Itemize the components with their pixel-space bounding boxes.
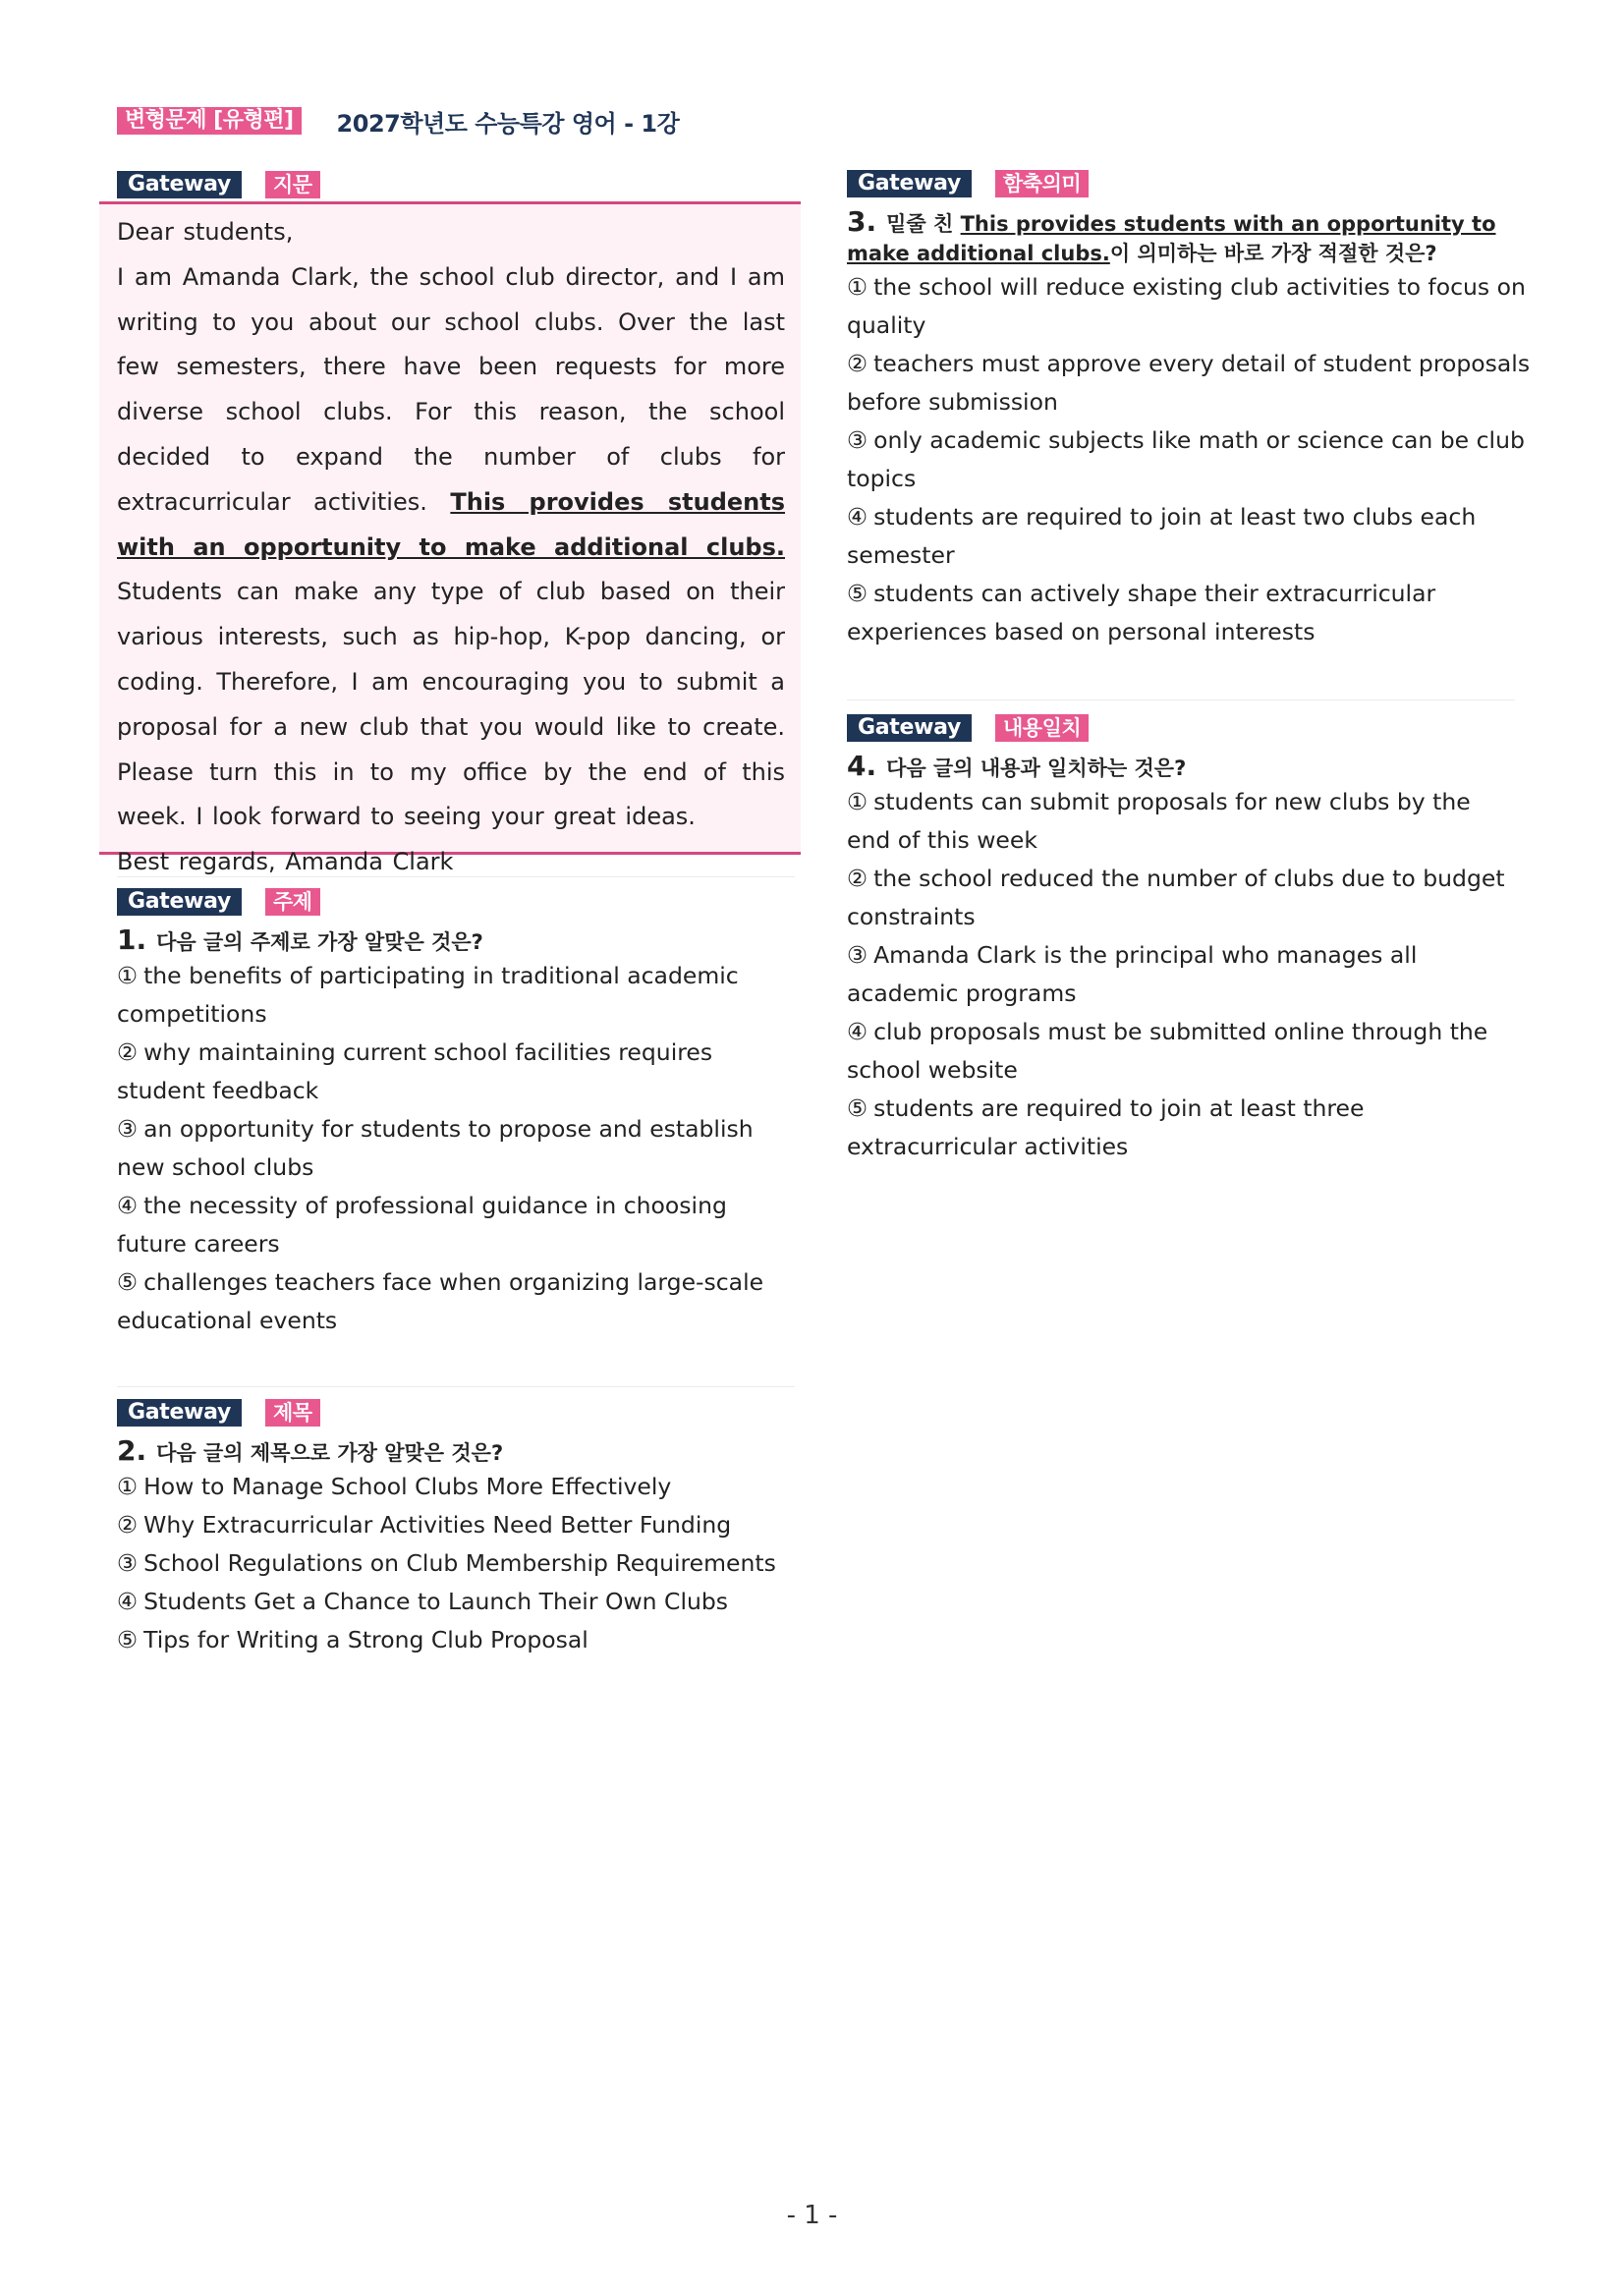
passage-label-row xyxy=(117,171,320,198)
option-mark: ④ xyxy=(117,1588,139,1615)
question-number: 2. xyxy=(117,1434,147,1467)
question-suffix: 이 의미하는 바로 가장 적절한 것은? xyxy=(1109,242,1437,265)
option-text: teachers must approve every detail of student proposals before submission xyxy=(847,350,1531,416)
passage-text xyxy=(117,210,785,885)
gateway-label: Gateway xyxy=(117,888,242,916)
option-text: School Regulations on Club Membership Requirements xyxy=(143,1549,776,1577)
option-text: the necessity of professional guidance in choosing future careers xyxy=(117,1192,727,1258)
answer-option[interactable] xyxy=(117,1110,765,1187)
option-mark: ① xyxy=(847,788,868,815)
option-text: the school reduced the number of clubs due to budget constraints xyxy=(847,865,1505,930)
gateway-label: Gateway xyxy=(847,714,972,742)
answer-option[interactable] xyxy=(117,1187,765,1263)
option-mark: ① xyxy=(847,273,868,301)
question-type-tag: 제목 xyxy=(265,1399,320,1427)
passage-text-after: Students can make any type of club based on their various interests, such as hip-hop, K-pop dancing, or coding. Therefore, I am encouraging you to submit a proposal for a new club that you would like to create. Please turn this in to my office by the end of this week. I look forward to seeing your great ideas. xyxy=(117,578,785,831)
answer-option[interactable] xyxy=(847,345,1535,421)
option-mark: ④ xyxy=(847,503,868,531)
option-mark: ④ xyxy=(847,1018,868,1045)
option-text: only academic subjects like math or science can be club topics xyxy=(847,426,1525,492)
option-mark: ② xyxy=(117,1038,139,1066)
gateway-label: Gateway xyxy=(117,171,242,198)
option-text: club proposals must be submitted online through the school website xyxy=(847,1018,1488,1084)
option-mark: ② xyxy=(847,865,868,892)
question-number: 3. xyxy=(847,205,877,238)
question-4-options xyxy=(847,783,1515,1166)
question-number: 4. xyxy=(847,750,877,782)
divider xyxy=(117,1386,795,1387)
question-1-label-row xyxy=(117,888,765,916)
gateway-label: Gateway xyxy=(117,1399,242,1427)
option-text: Amanda Clark is the principal who manages all academic programs xyxy=(847,941,1418,1007)
question-3-options xyxy=(847,268,1535,651)
answer-option[interactable] xyxy=(847,860,1515,936)
passage-greeting: Dear students, xyxy=(117,218,294,246)
answer-option[interactable] xyxy=(847,575,1535,651)
question-3-title xyxy=(847,207,1535,268)
answer-option[interactable] xyxy=(847,1090,1515,1166)
header-tag: 변형문제 [유형편] xyxy=(117,107,302,135)
option-mark: ① xyxy=(117,962,139,989)
answer-option[interactable] xyxy=(117,1544,805,1583)
answer-option[interactable] xyxy=(117,957,765,1034)
option-text: an opportunity for students to propose and establish new school clubs xyxy=(117,1115,754,1181)
option-mark: ④ xyxy=(117,1192,139,1219)
header-title: 2027학년도 수능특강 영어 - 1강 xyxy=(336,109,680,138)
question-1-options xyxy=(117,957,765,1340)
option-mark: ⑤ xyxy=(117,1626,139,1653)
option-text: students can submit proposals for new clubs by the end of this week xyxy=(847,788,1471,854)
answer-option[interactable] xyxy=(117,1583,805,1621)
question-number: 1. xyxy=(117,924,147,956)
answer-option[interactable] xyxy=(847,498,1535,575)
option-text: How to Manage School Clubs More Effectively xyxy=(143,1473,672,1500)
page-number: - 1 - xyxy=(786,2201,838,2230)
question-type-tag: 내용일치 xyxy=(995,714,1089,742)
answer-option[interactable] xyxy=(847,1013,1515,1090)
answer-option[interactable] xyxy=(117,1506,805,1544)
option-mark: ② xyxy=(117,1511,139,1539)
answer-option[interactable] xyxy=(847,936,1515,1013)
answer-option[interactable] xyxy=(117,1034,765,1110)
question-3-label-row xyxy=(847,170,1535,197)
option-text: challenges teachers face when organizing large-scale educational events xyxy=(117,1268,764,1334)
page-header xyxy=(117,106,679,136)
question-text: 다음 글의 내용과 일치하는 것은? xyxy=(886,756,1187,780)
option-mark: ② xyxy=(847,350,868,377)
question-type-tag: 함축의미 xyxy=(995,170,1089,197)
option-text: why maintaining current school facilities requires student feedback xyxy=(117,1038,713,1104)
option-text: Why Extracurricular Activities Need Better Funding xyxy=(143,1511,732,1539)
passage-underlined-sentence: This provides students with an opportunity to make additional clubs. xyxy=(117,487,785,561)
gateway-label: Gateway xyxy=(847,170,972,197)
question-3 xyxy=(847,170,1535,651)
option-text: Students Get a Chance to Launch Their Own Clubs xyxy=(143,1588,729,1615)
answer-option[interactable] xyxy=(117,1468,805,1506)
option-text: Tips for Writing a Strong Club Proposal xyxy=(143,1626,588,1653)
option-mark: ③ xyxy=(117,1115,139,1143)
answer-option[interactable] xyxy=(117,1621,805,1659)
passage-body xyxy=(117,255,785,840)
option-mark: ③ xyxy=(847,941,868,969)
question-2-title xyxy=(117,1436,805,1468)
passage-closing: Best regards, Amanda Clark xyxy=(117,848,454,876)
option-mark: ⑤ xyxy=(847,1094,868,1122)
question-text: 다음 글의 주제로 가장 알맞은 것은? xyxy=(156,930,483,954)
option-mark: ③ xyxy=(847,426,868,454)
question-type-tag: 주제 xyxy=(265,888,320,916)
option-text: the school will reduce existing club activities to focus on quality xyxy=(847,273,1526,339)
divider xyxy=(117,876,795,877)
passage-type-tag: 지문 xyxy=(265,171,320,198)
question-4-label-row xyxy=(847,714,1515,742)
option-mark: ⑤ xyxy=(847,580,868,607)
answer-option[interactable] xyxy=(847,421,1535,498)
question-1 xyxy=(117,888,765,1340)
question-2-label-row xyxy=(117,1399,805,1427)
option-text: students are required to join at least two clubs each semester xyxy=(847,503,1477,569)
question-4 xyxy=(847,714,1515,1166)
question-underlined-sentence: This provides students with an opportunity to make additional clubs. xyxy=(847,212,1496,265)
question-prefix: 밑줄 친 xyxy=(886,212,954,236)
answer-option[interactable] xyxy=(117,1263,765,1340)
option-text: students are required to join at least three extracurricular activities xyxy=(847,1094,1365,1160)
option-mark: ③ xyxy=(117,1549,139,1577)
question-2 xyxy=(117,1399,805,1659)
option-text: the benefits of participating in traditional academic competitions xyxy=(117,962,739,1028)
question-text: 다음 글의 제목으로 가장 알맞은 것은? xyxy=(156,1441,504,1465)
option-mark: ① xyxy=(117,1473,139,1500)
question-4-title xyxy=(847,752,1515,783)
option-text: students can actively shape their extracurricular experiences based on personal interests xyxy=(847,580,1436,645)
answer-option[interactable] xyxy=(847,783,1515,860)
question-2-options xyxy=(117,1468,805,1659)
question-1-title xyxy=(117,925,765,957)
answer-option[interactable] xyxy=(847,268,1535,345)
option-mark: ⑤ xyxy=(117,1268,139,1296)
passage-text-before: I am Amanda Clark, the school club director, and I am writing to you about our school clubs. Over the last few semesters, there have been requests for more diverse school clubs. For this reason, the school decided to expand the number of clubs for extracurricular activities. xyxy=(117,262,785,516)
